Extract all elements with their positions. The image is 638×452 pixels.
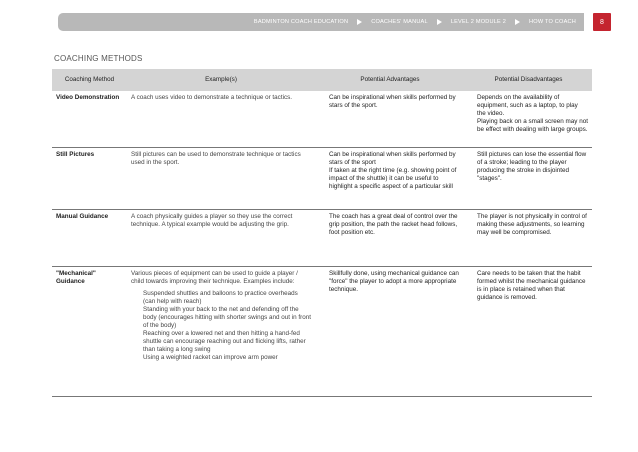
column-header: Potential Advantages [315, 69, 465, 91]
example-text: Still pictures can be used to demonstrate technique or tactics used in the sport. [131, 150, 301, 166]
example-cell [127, 91, 315, 147]
table-row [52, 91, 592, 147]
list-item: Standing with your back to the net and defending off the body (encourages hitting with shorter swings and out in front of the body) [143, 305, 312, 329]
breadcrumb-arrow-icon [357, 19, 362, 25]
advantages-text: Can be inspirational when skills performed by stars of the sport If taken at the right time (e.g. showing point of impact of the shuttle) it can be useful to highlight a specific aspect of a particular skill [329, 150, 457, 190]
advantages-cell [315, 266, 465, 396]
list-item: Using a weighted racket can improve arm power [143, 353, 278, 361]
disadvantages-text: Care needs to be taken that the habit formed whilst the mechanical guidance is in place is retained when that guidance is removed. [477, 269, 586, 301]
disadvantages-cell [465, 147, 592, 209]
example-cell [127, 147, 315, 209]
example-text: Various pieces of equipment can be used to guide a player / child towards improving their technique. Examples include: [131, 269, 298, 285]
list-item: Suspended shuttles and balloons to practice overheads (can help with reach) [143, 289, 298, 305]
list-item: Reaching over a lowered net and then hitting a hand-fed shuttle can encourage reaching out and flicking lifts, rather than taking a long swing [143, 329, 306, 353]
advantages-cell [315, 209, 465, 266]
page-number: 8 [593, 13, 611, 31]
method-cell: Manual Guidance [56, 212, 109, 220]
example-text: A coach uses video to demonstrate a technique or tactics. [131, 94, 293, 101]
disadvantages-text: Depends on the availability of equipment, such as a laptop, to play the video. Playing back on a small screen may not be effect with dealing with large groups. [477, 94, 588, 134]
advantages-text: The coach has a great deal of control over the grip position, the path the racket head follows, foot position etc. [329, 212, 458, 236]
breadcrumb-item[interactable]: BADMINTON COACH EDUCATION [253, 19, 349, 25]
example-cell [127, 266, 315, 396]
disadvantages-cell [465, 209, 592, 266]
method-cell: "Mechanical" Guidance [56, 269, 96, 285]
example-text: A coach physically guides a player so they use the correct technique. A typical example would be adjusting the grip. [131, 212, 293, 228]
header-bar [58, 13, 584, 31]
table-header-row [52, 69, 592, 91]
breadcrumb-item[interactable]: HOW TO COACH [529, 19, 576, 25]
column-header: Potential Disadvantages [465, 69, 592, 91]
table-row [52, 209, 592, 266]
advantages-cell [315, 147, 465, 209]
disadvantages-text: The player is not physically in control of making these adjustments, so learning may well be compromised. [477, 212, 587, 236]
breadcrumb-item[interactable]: LEVEL 2 MODULE 2 [450, 19, 507, 25]
disadvantages-cell [465, 266, 592, 396]
advantages-text: Skillfully done, using mechanical guidance can "force" the player to adopt a more appropriate technique. [329, 269, 459, 293]
advantages-text: Can be inspirational when skills performed by stars of the sport. [329, 94, 456, 110]
breadcrumb-item[interactable]: COACHES' MANUAL [371, 19, 428, 25]
disadvantages-text: Still pictures can lose the essential flow of a stroke; leading to the player producing the stroke in disjointed "stages". [477, 150, 587, 182]
breadcrumb-arrow-icon [515, 19, 520, 25]
method-cell: Video Demonstration [56, 94, 120, 101]
example-list [143, 290, 311, 362]
column-header: Coaching Method [52, 69, 127, 91]
table-row [52, 147, 592, 209]
advantages-cell [315, 91, 465, 147]
coaching-methods-table [52, 69, 592, 397]
table-row [52, 266, 592, 396]
breadcrumb-arrow-icon [437, 19, 442, 25]
column-header: Example(s) [127, 69, 315, 91]
section-title: COACHING METHODS [54, 54, 143, 63]
example-cell [127, 209, 315, 266]
method-cell: Still Pictures [56, 150, 95, 158]
disadvantages-cell [465, 91, 592, 147]
